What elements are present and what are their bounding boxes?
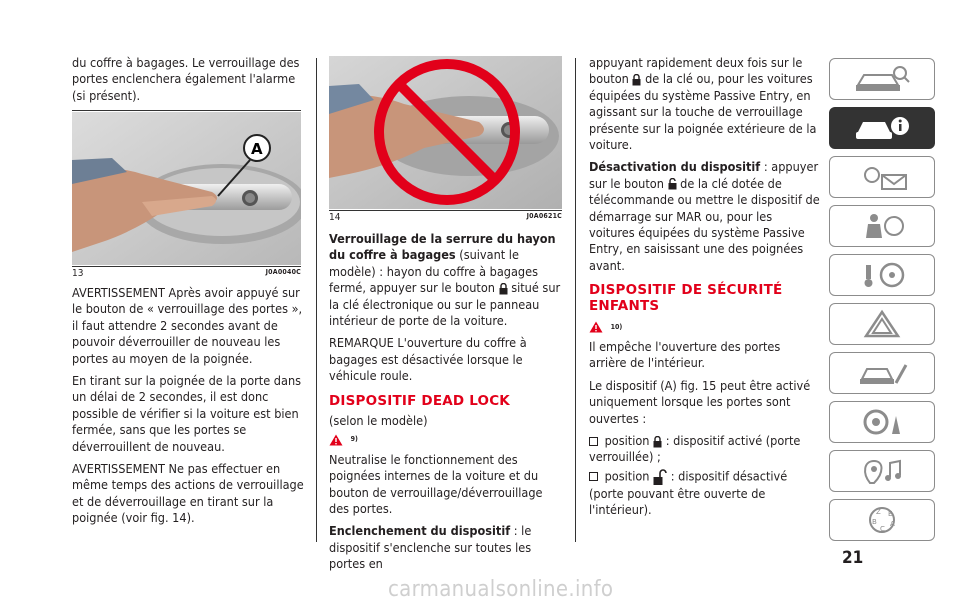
column-1 <box>72 55 304 110</box>
figure-14-caption <box>329 212 562 223</box>
svg-text:C: C <box>880 525 885 533</box>
figure-13 <box>72 112 301 265</box>
enclenchement-paragraph <box>329 523 562 572</box>
col3-paragraph-1 <box>589 55 821 153</box>
sidebar-item-dashboard[interactable] <box>829 58 935 100</box>
figure-14-image <box>329 56 562 209</box>
deadlock-subheading: (selon le modèle) <box>329 412 428 428</box>
deadlock-heading: DISPOSITIF DEAD LOCK <box>329 392 510 409</box>
col1-paragraph-2: AVERTISSEMENT Après avoir appuyé sur le bouton de « verrouillage des portes », il faut attendre 2 secondes avant de pouvoir déverrouiller de nouveau les portes au moyen de la poignée. <box>72 285 303 366</box>
deadlock-warning <box>329 431 562 448</box>
page-number: 21 <box>842 548 864 568</box>
position-unlocked-item <box>589 468 821 519</box>
unlock-icon <box>668 178 677 190</box>
deadlock-paragraph: Neutralise le fonctionnement des poignées internes de la voiture et du bouton de verrouillage/déverrouillage des portes. <box>329 451 543 516</box>
car-info-icon <box>852 112 912 144</box>
sidebar-item-car-info[interactable] <box>829 107 935 149</box>
figure-13-callout-a: A <box>251 140 263 158</box>
deadlock-warning-ref: 9) <box>350 435 358 444</box>
figure-13-top-rule <box>72 110 301 111</box>
lock-tailgate-text-a: (suivant le modèle) : hayon du coffre à bagages fermé, appuyer sur le bouton <box>329 247 539 296</box>
lock-icon <box>632 74 641 86</box>
column-1-lower <box>72 285 304 533</box>
securite-warning <box>589 318 821 335</box>
lock-tailgate-heading: Verrouillage de la serrure du hayon du coffre à bagages <box>329 231 556 263</box>
column-divider-2 <box>575 58 576 542</box>
column-3 <box>589 55 821 525</box>
svg-text:Z: Z <box>876 508 881 516</box>
sidebar-item-maintenance[interactable] <box>829 352 935 394</box>
alphabet-index-icon <box>852 504 912 536</box>
figure-13-caption <box>72 268 301 279</box>
figure-14-bottom-rule <box>329 210 562 211</box>
securite-warning-ref: 10) <box>610 322 623 331</box>
column-divider-1 <box>316 58 317 542</box>
column-2 <box>329 231 562 579</box>
desactivation-label: Désactivation du dispositif <box>589 159 761 175</box>
enclenchement-text: : le dispositif s'enclenche sur toutes les portes en <box>329 523 532 572</box>
tire-jack-icon <box>852 406 912 438</box>
position-unlocked-text: : dispositif désactivé (porte pouvant être ouverte de l'intérieur). <box>589 468 788 518</box>
lock-tailgate-text-b: situé sur la clé électronique ou sur le panneau intérieur de porte de la voiture. <box>329 280 561 329</box>
lock-icon <box>653 436 662 448</box>
col1-paragraph-1: du coffre à bagages. Le verrouillage des portes enclenchera également l'alarme (si présent). <box>72 55 300 103</box>
svg-text:B: B <box>872 518 877 526</box>
col1-paragraph-3: En tirant sur la poignée de la porte dans un délai de 2 secondes, il est donc possible de vérifier si la voiture est bien fermée, sans que les portes se déverrouillent de nouveau. <box>72 373 302 454</box>
figure-14-code: J0A0621C <box>526 212 562 220</box>
unlock-icon <box>653 468 667 486</box>
checkbox-bullet-icon <box>589 472 598 481</box>
svg-text:A: A <box>890 520 895 528</box>
enclenchement-label: Enclenchement du dispositif <box>329 523 511 539</box>
light-message-icon <box>852 161 912 193</box>
lock-tailgate-paragraph <box>329 231 562 329</box>
warning-triangle-icon <box>589 321 603 333</box>
desactivation-paragraph <box>589 159 821 274</box>
figure-14-number: 14 <box>329 212 341 223</box>
checkbox-bullet-icon <box>589 437 598 446</box>
sidebar-item-safety[interactable] <box>829 205 935 247</box>
wrench-car-icon <box>852 357 912 389</box>
sidebar-item-index[interactable] <box>829 499 935 541</box>
figure-13-image <box>72 112 301 265</box>
sidebar-item-technical-data[interactable] <box>829 401 935 443</box>
sidebar-item-emergency[interactable] <box>829 303 935 345</box>
dashboard-search-icon <box>852 63 912 95</box>
position-locked-text: : dispositif activé (porte verrouillée) ; <box>589 433 801 465</box>
seatbelt-airbag-icon <box>852 210 912 242</box>
sidebar-item-lights-messages[interactable] <box>829 156 935 198</box>
figure-13-code: J0A0040C <box>265 268 301 276</box>
securite-enfants-heading: DISPOSITIF DE SÉCURITÉ ENFANTS <box>589 282 783 315</box>
desactivation-text-b: de la clé dotée de télécommande ou mettre le dispositif de démarrage sur MAR ou, pour les voitures équipées du système Passive Entry, en saisissant une des poignées avant. <box>589 175 820 273</box>
desactivation-text-a: : appuyer sur le bouton <box>589 159 819 191</box>
col3-p1-text-b: de la clé ou, pour les voitures équipées du système Passive Entry, en agissant sur la touche de verrouillage présente sur la poignée extérieure de la voiture. <box>589 71 817 153</box>
warning-triangle-icon <box>329 434 343 446</box>
map-music-icon <box>852 455 912 487</box>
figure-14 <box>329 56 562 209</box>
position-locked-item <box>589 433 821 466</box>
figure-13-number: 13 <box>72 268 84 279</box>
col3-p1-text-a: appuyant rapidement deux fois sur le bouton <box>589 55 803 87</box>
lock-icon <box>499 283 508 295</box>
sidebar-item-starting-driving[interactable] <box>829 254 935 296</box>
col3-paragraph-3: Le dispositif (A) fig. 15 peut être activé uniquement lorsque les portes sont ouvertes : <box>589 377 811 426</box>
position-locked-label: position <box>604 433 650 449</box>
warning-triangle-icon <box>852 308 912 340</box>
sidebar-item-multimedia[interactable] <box>829 450 935 492</box>
col1-paragraph-4: AVERTISSEMENT Ne pas effectuer en même temps des actions de verrouillage et de déverrouillage en tirant sur la poignée (voir fig. 14). <box>72 461 304 526</box>
key-steering-icon <box>852 259 912 291</box>
chapter-sidebar <box>829 58 935 548</box>
watermark: carmanualsonline.info <box>388 577 614 602</box>
col3-paragraph-2: Il empêche l'ouverture des portes arrière de l'intérieur. <box>589 338 781 371</box>
figure-13-bottom-rule <box>72 266 301 267</box>
position-unlocked-label: position <box>604 468 650 484</box>
remarque-paragraph: REMARQUE L'ouverture du coffre à bagages est désactivée lorsque le véhicule roule. <box>329 335 527 384</box>
svg-text:E: E <box>888 510 893 518</box>
